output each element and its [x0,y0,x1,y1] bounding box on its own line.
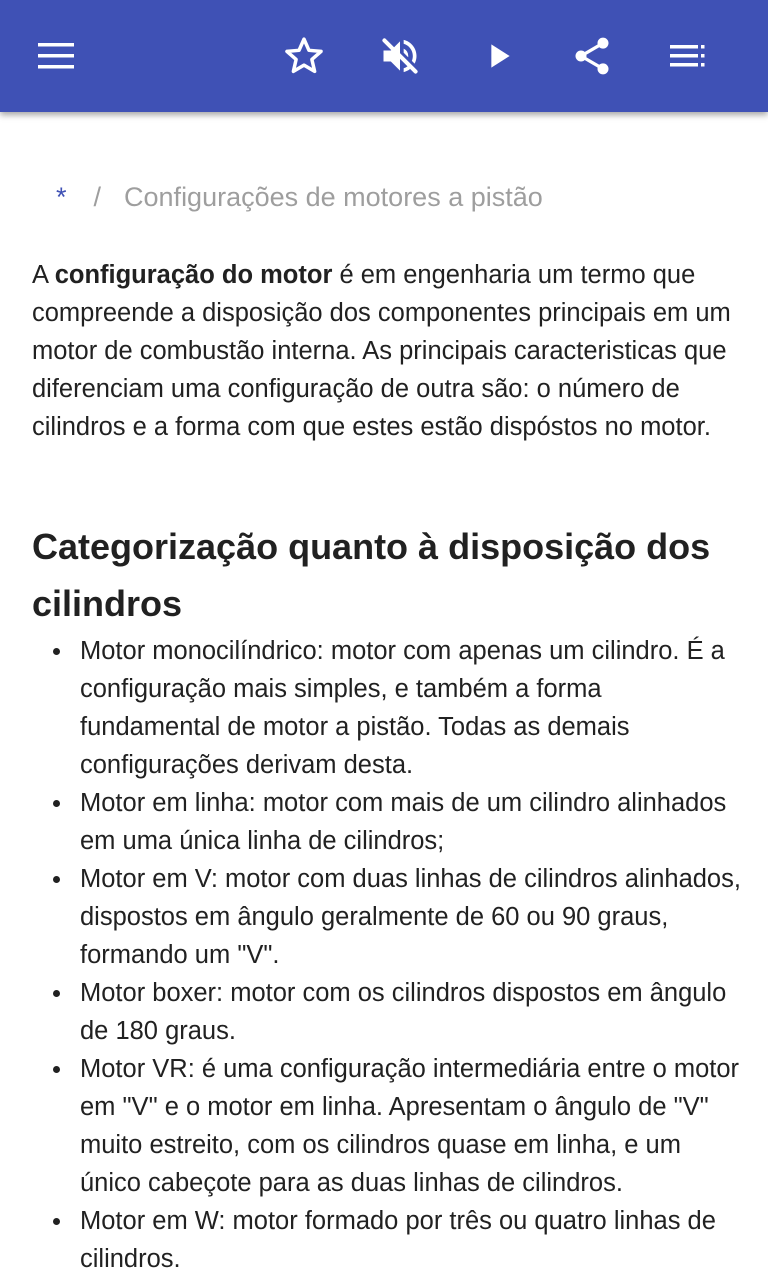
intro-prefix: A [32,261,55,289]
list-item: Motor monocilíndrico: motor com apenas um cilindro. É a configuração mais simples, e também a forma fundamental de motor a pistão. Todas as demais configurações derivam desta. [32,632,744,784]
article-content [0,112,768,1280]
cylinder-configuration-list [32,632,744,1278]
hamburger-menu-icon[interactable] [28,28,84,84]
breadcrumb-separator: / [93,182,102,212]
star-outline-icon[interactable] [276,28,332,84]
list-item: Motor em W: motor formado por três ou quatro linhas de cilindros. [32,1202,744,1278]
section-heading: Categorização quanto à disposição dos cilindros [32,526,711,624]
list-item: Motor em V: motor com duas linhas de cilindros alinhados, dispostos em ângulo geralmente de 60 ou 90 graus, formando um "V". [32,860,744,974]
breadcrumb-home-link[interactable]: * [56,182,67,212]
intro-text: é em engenharia um termo que compreende a disposição dos componentes principais em um motor de combustão interna. As principais caracteristicas que diferenciam uma configuração de outra são: o número de cilindros e a forma com que estes estão dispóstos no motor. [32,261,731,441]
intro-paragraph [32,256,744,446]
table-of-contents-icon[interactable] [660,28,716,84]
list-item: Motor em linha: motor com mais de um cilindro alinhados em uma única linha de cilindros; [32,784,744,860]
breadcrumb-current: Configurações de motores a pistão [124,182,543,212]
intro-bold-term: configuração do motor [54,261,333,289]
breadcrumb [56,182,543,213]
play-icon[interactable] [470,28,526,84]
list-item: Motor VR: é uma configuração intermediária entre o motor em "V" e o motor em linha. Apresentam o ângulo de "V" muito estreito, com os cilindros quase em linha, e um único cabeçote para as duas linhas de cilindros. [32,1050,744,1202]
share-icon[interactable] [564,28,620,84]
app-bar [0,0,768,112]
list-item: Motor boxer: motor com os cilindros dispostos em ângulo de 180 graus. [32,974,744,1050]
volume-off-icon[interactable] [372,28,428,84]
